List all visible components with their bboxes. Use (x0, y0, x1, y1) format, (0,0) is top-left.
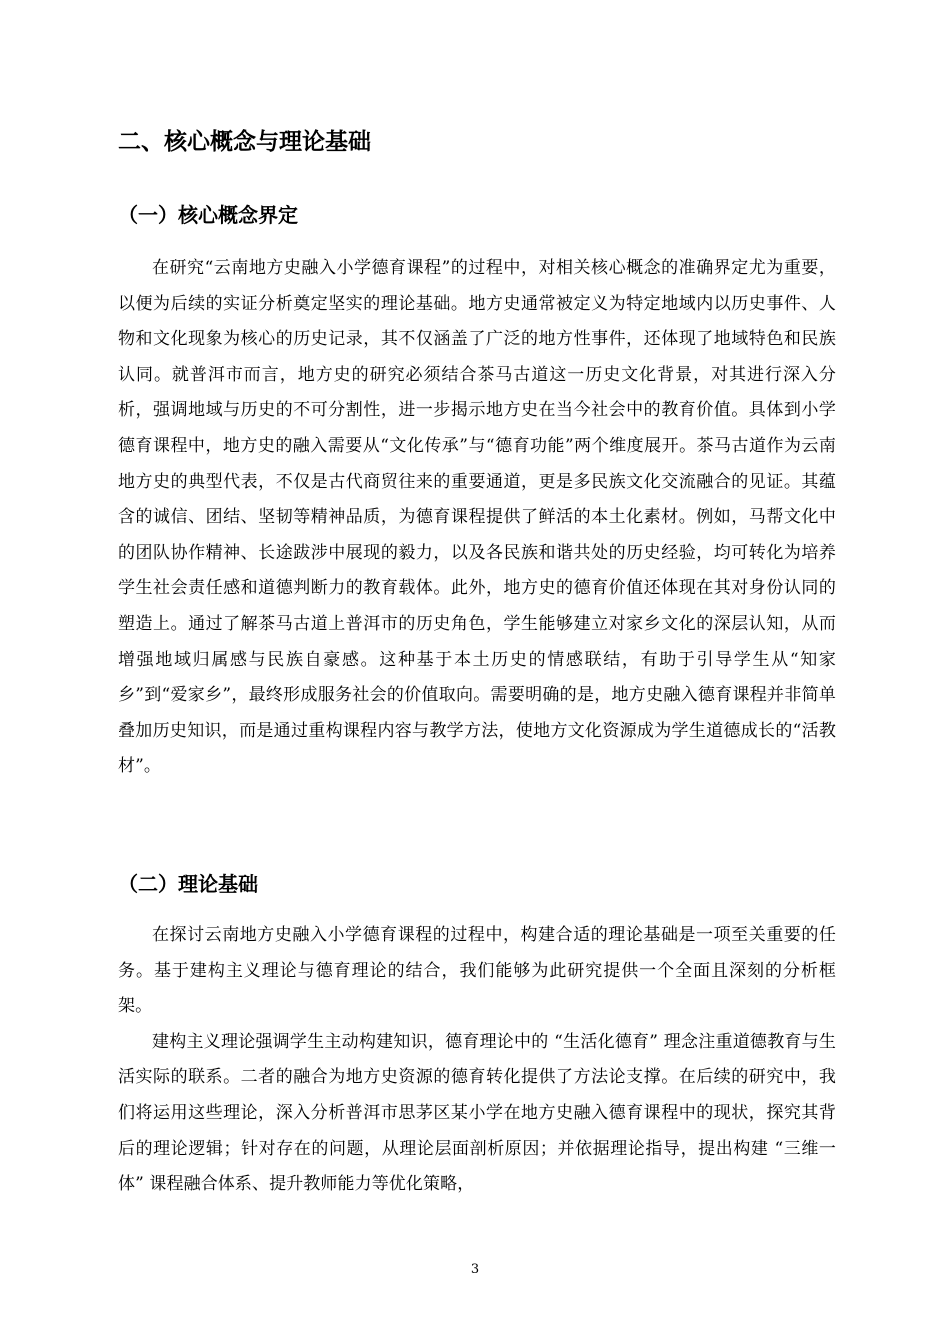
paragraph: 建构主义理论强调学生主动构建知识，德育理论中的 “生活化德育” 理念注重道德教育与生活实际的联系。二者的融合为地方史资源的德育转化提供了方法论支撑。在后续的研究中，我们将运用这些理论，深入分析普洱市思茅区某小学在地方史融入德育课程中的现状，探究其背后的理论逻辑；针对存在的问题，从理论层面剖析原因；并依据理论指导，提出构建 “三维一体” 课程融合体系、提升教师能力等优化策略， (118, 1031, 836, 1195)
paragraph: 在研究“云南地方史融入小学德育课程”的过程中，对相关核心概念的准确界定尤为重要，以便为后续的实证分析奠定坚实的理论基础。地方史通常被定义为特定地域内以历史事件、人物和文化现象为核心的历史记录，其不仅涵盖了广泛的地方性事件，还体现了地域特色和民族认同。就普洱市而言，地方史的研究必须结合茶马古道这一历史文化背景，对其进行深入分析，强调地域与历史的不可分割性，进一步揭示地方史在当今社会中的教育价值。具体到小学德育课程中，地方史的融入需要从“文化传承”与“德育功能”两个维度展开。茶马古道作为云南地方史的典型代表，不仅是古代商贸往来的重要通道，更是多民族文化交流融合的见证。其蕴含的诚信、团结、坚韧等精神品质，为德育课程提供了鲜活的本土化素材。例如，马帮文化中的团队协作精神、长途跋涉中展现的毅力，以及各民族和谐共处的历史经验，均可转化为培养学生社会责任感和道德判断力的教育载体。此外，地方史的德育价值还体现在其对身份认同的塑造上。通过了解茶马古道上普洱市的历史角色，学生能够建立对家乡文化的深层认知，从而增强地域归属感与民族自豪感。这种基于本土历史的情感联结，有助于引导学生从“知家乡”到“爱家乡”，最终形成服务社会的价值取向。需要明确的是，地方史融入德育课程并非简单叠加历史知识，而是通过重构课程内容与教学方法，使地方文化资源成为学生道德成长的“活教材”。 (118, 258, 836, 777)
subsection-title-core-concepts: （一）核心概念界定 (118, 203, 298, 227)
subsection-title-theory: （二）理论基础 (118, 872, 258, 896)
subsection-body-theory (118, 918, 836, 1203)
section-title: 二、核心概念与理论基础 (118, 129, 371, 155)
subsection-body-core-concepts (118, 251, 836, 785)
paragraph: 在探讨云南地方史融入小学德育课程的过程中，构建合适的理论基础是一项至关重要的任务。基于建构主义理论与德育理论的结合，我们能够为此研究提供一个全面且深刻的分析框架。 (118, 925, 836, 1017)
page-number: 3 (470, 1262, 480, 1277)
